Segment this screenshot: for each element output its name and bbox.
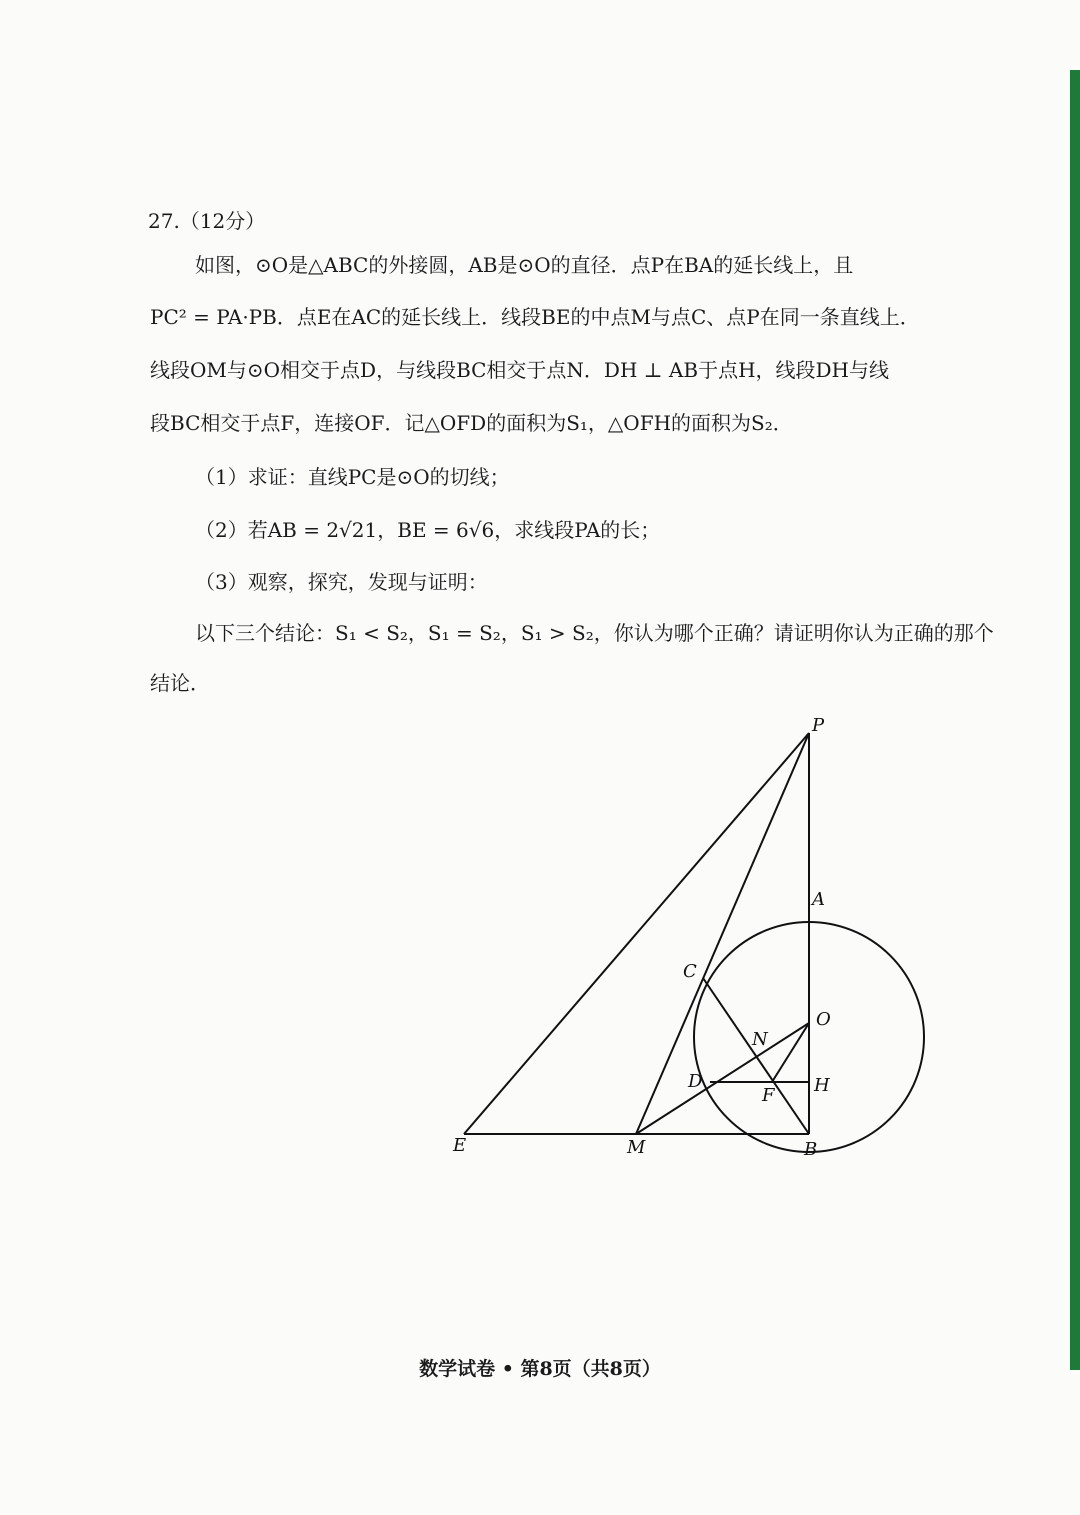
label-m: M — [627, 1137, 646, 1158]
label-b: B — [804, 1139, 818, 1160]
conclusion-line-2: 结论． — [150, 671, 210, 695]
question-number: 27.（12分） — [148, 209, 266, 233]
label-o: O — [816, 1009, 831, 1030]
label-a: A — [812, 889, 825, 910]
label-c: C — [683, 961, 697, 982]
problem-line-3: 线段OM与⊙O相交于点D，与线段BC相交于点N．DH ⊥ AB于点H，线段DH与线 — [150, 358, 889, 382]
page-footer: 数学试卷 • 第8页（共8页） — [419, 1358, 661, 1380]
label-h: H — [814, 1075, 830, 1096]
problem-line-2: PC² = PA·PB．点E在AC的延长线上．线段BE的中点M与点C、点P在同一条直线上． — [150, 305, 920, 329]
page-edge-strip — [1070, 70, 1080, 1370]
problem-line-4: 段BC相交于点F，连接OF．记△OFD的面积为S₁，△OFH的面积为S₂． — [150, 411, 793, 435]
label-e: E — [453, 1135, 467, 1156]
label-f: F — [762, 1085, 775, 1106]
label-d: D — [688, 1071, 703, 1092]
conclusion-line-1: 以下三个结论：S₁ < S₂，S₁ = S₂，S₁ > S₂，你认为哪个正确？请证明你认为正确的那个 — [195, 621, 994, 645]
figure-labels — [452, 715, 831, 1160]
subquestion-1: （1）求证：直线PC是⊙O的切线； — [195, 465, 510, 489]
geometry-figure — [440, 715, 940, 1165]
subquestion-2: （2）若AB = 2√21，BE = 6√6，求线段PA的长； — [195, 518, 661, 542]
problem-line-1: 如图，⊙O是△ABC的外接圆，AB是⊙O的直径．点P在BA的延长线上，且 — [195, 253, 854, 277]
label-n: N — [752, 1029, 768, 1050]
subquestion-3: （3）观察，探究，发现与证明： — [195, 570, 488, 594]
label-p: P — [812, 715, 825, 736]
line-pm — [636, 733, 809, 1134]
line-of — [772, 1023, 809, 1082]
line-om — [636, 1023, 809, 1134]
